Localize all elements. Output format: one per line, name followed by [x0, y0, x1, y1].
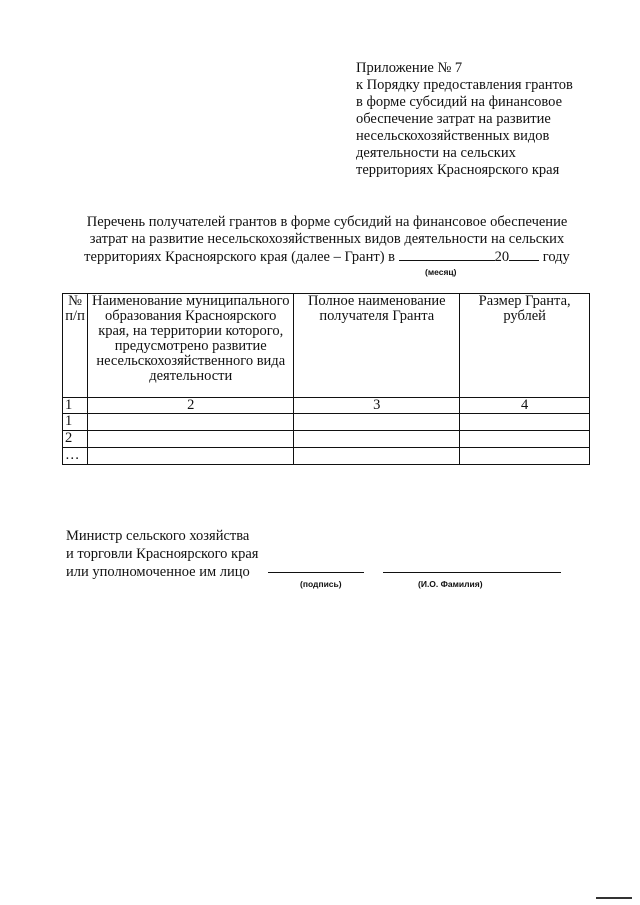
year-suffix: году: [542, 249, 570, 265]
column-number: 1: [63, 398, 88, 414]
title-line: затрат на развитие несельскохозяйственных видов деятельности на сельских: [89, 231, 565, 247]
table-row: [63, 448, 590, 465]
recipients-table: [62, 293, 590, 465]
cell-municipality[interactable]: [88, 431, 294, 448]
cell-amount[interactable]: [460, 414, 590, 431]
appendix-header: [356, 60, 626, 179]
cell-amount[interactable]: [460, 448, 590, 465]
header-number: № п/п: [63, 294, 88, 398]
header-municipality: Наименование муниципального образования Красноярского края, на территории которого, предусмотрено развитие несельскохозяйственного вида деятельности: [88, 294, 294, 398]
title-line: Перечень получателей грантов в форме субсидий на финансовое обеспечение: [86, 214, 568, 230]
signature-line: Министр сельского хозяйства: [66, 528, 250, 544]
appendix-line: обеспечение затрат на развитие: [356, 111, 551, 127]
footer-mark: [596, 897, 632, 899]
appendix-line: несельскохозяйственных видов: [356, 128, 550, 144]
cell-recipient[interactable]: [294, 431, 460, 448]
cell-recipient[interactable]: [294, 414, 460, 431]
cell-municipality[interactable]: [88, 448, 294, 465]
signature-block: [66, 527, 258, 581]
signature-line: или уполномоченное им лицо: [66, 564, 250, 580]
title-line-prefix: территориях Красноярского края (далее – Грант) в: [84, 249, 396, 265]
header-grant-amount: Размер Гранта, рублей: [460, 294, 590, 398]
row-number: …: [63, 448, 88, 465]
year-prefix: 20: [494, 249, 510, 265]
table-row: [63, 414, 590, 431]
table-header-row: [63, 294, 590, 398]
month-caption: (месяц): [425, 267, 457, 277]
header-recipient: Полное наименование получателя Гранта: [294, 294, 460, 398]
signature-line: и торговли Красноярского края: [66, 546, 259, 562]
column-number: 3: [294, 398, 460, 414]
row-number: 2: [63, 431, 88, 448]
year-blank[interactable]: [509, 248, 539, 261]
appendix-line: к Порядку предоставления грантов: [356, 77, 573, 93]
cell-municipality[interactable]: [88, 414, 294, 431]
document-title: [66, 214, 588, 266]
table-row: [63, 431, 590, 448]
signature-blank[interactable]: [268, 572, 364, 573]
signature-caption: (подпись): [300, 579, 342, 589]
row-number: 1: [63, 414, 88, 431]
appendix-line: Приложение № 7: [356, 60, 463, 76]
column-number-row: [63, 398, 590, 414]
month-blank[interactable]: [399, 248, 495, 261]
appendix-line: деятельности на сельских: [356, 145, 516, 161]
cell-amount[interactable]: [460, 431, 590, 448]
column-number: 2: [88, 398, 294, 414]
column-number: 4: [460, 398, 590, 414]
cell-recipient[interactable]: [294, 448, 460, 465]
appendix-line: территориях Красноярского края: [356, 162, 560, 178]
name-caption: (И.О. Фамилия): [418, 579, 483, 589]
title-line: [66, 248, 588, 266]
appendix-line: в форме субсидий на финансовое: [356, 94, 563, 110]
name-blank[interactable]: [383, 572, 561, 573]
